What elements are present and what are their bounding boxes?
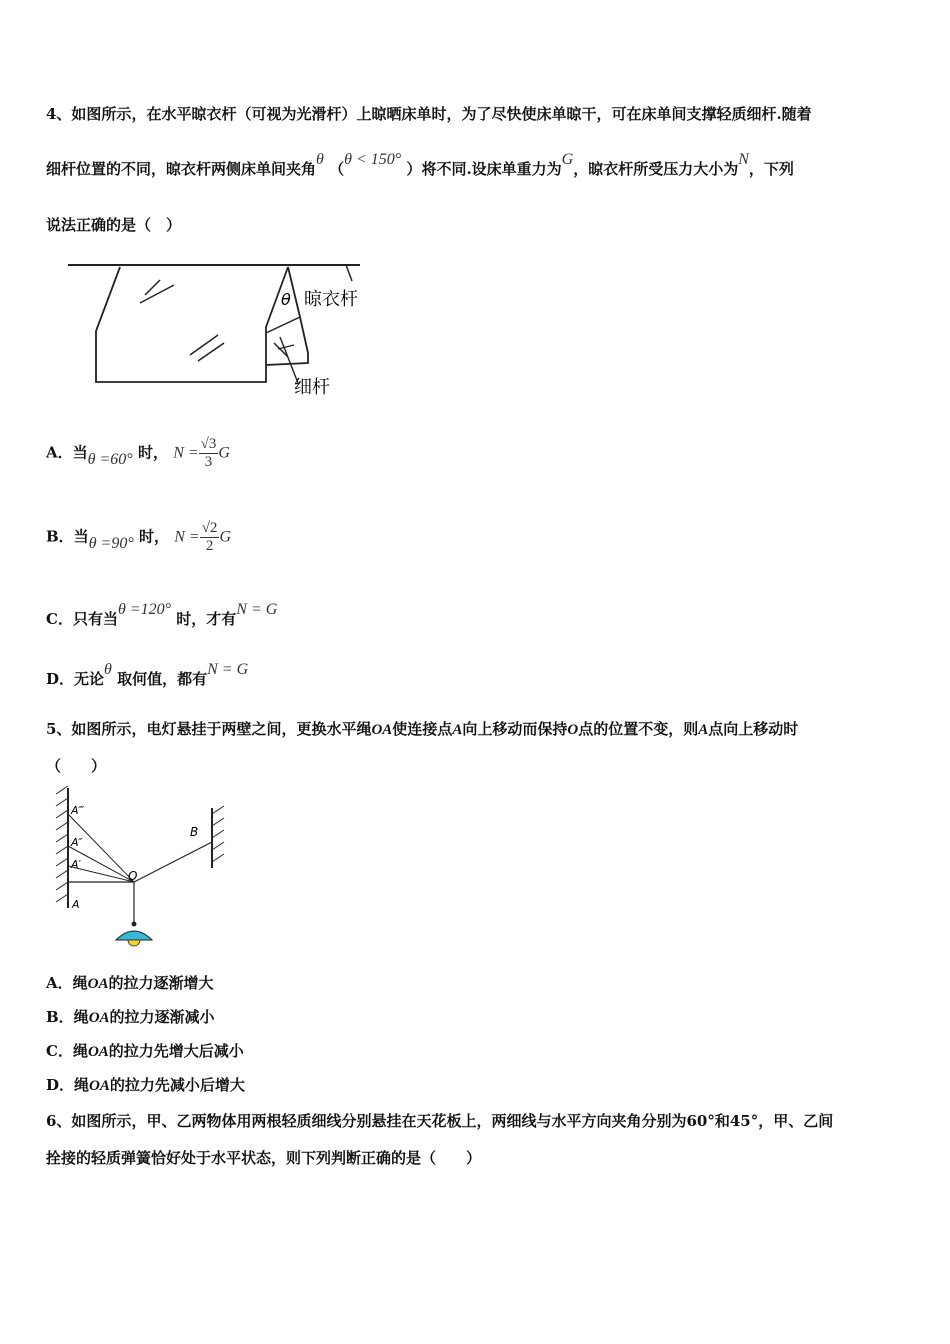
q5-option-c: C．绳OA的拉力先增大后减小 <box>46 1042 244 1060</box>
svg-text:A″: A″ <box>71 836 83 849</box>
q6-line2: 拴接的轻质弹簧恰好处于水平状态，则下列判断正确的是（ ） <box>46 1149 482 1167</box>
q4-line1: 4、如图所示，在水平晾衣杆（可视为光滑杆）上晾晒床单时，为了尽快使床单晾干，可在床单间支撑轻质细杆.随着 <box>46 105 812 123</box>
svg-text:A′: A′ <box>71 858 82 871</box>
q5-option-a: A．绳OA的拉力逐渐增大 <box>46 974 214 992</box>
fig-stick-label: 细杆 <box>294 377 330 398</box>
lamp-bulb <box>128 940 140 946</box>
normal-force-symbol: N <box>738 151 749 168</box>
q4-option-b: B．当θ =90° 时， N = $\frac{√2}{2}$ G <box>46 520 231 554</box>
fraction-sqrt2-over-2: $\frac{√2}{2}$ <box>201 520 218 554</box>
q4-line3: 说法正确的是（ ） <box>46 216 182 234</box>
angle-condition: θ < 150° <box>344 151 402 168</box>
fig-rod-label: 晾衣杆 <box>304 289 358 310</box>
gravity-symbol: G <box>561 151 574 168</box>
q5-option-b: B．绳OA的拉力逐渐减小 <box>46 1008 215 1026</box>
theta-symbol: θ <box>316 151 324 168</box>
q4-option-a: A．当θ =60° 时， N = $\frac{√3}{3}$ G <box>46 436 230 470</box>
lamp-shade <box>116 931 152 940</box>
q4-option-c: C．只有当θ =120° 时，才有N = G <box>46 601 278 628</box>
q6-line1: 6、如图所示，甲、乙两物体用两根轻质细线分别悬挂在天花板上，两细线与水平方向夹角分别为60°和45°，甲、乙间 <box>46 1112 834 1130</box>
svg-text:A‴: A‴ <box>71 804 85 817</box>
fig-theta-label: θ <box>281 290 291 309</box>
q4-line2: 细杆位置的不同，晾衣杆两侧床单间夹角θ （θ < 150° ）将不同.设床单重力为G，晾衣杆所受压力大小为N，下列 <box>46 151 794 178</box>
svg-text:A: A <box>72 898 80 911</box>
q5-line1: 5、如图所示，电灯悬挂于两壁之间，更换水平绳OA使连接点A向上移动而保持O点的位置不变，则A点向上移动时 <box>46 720 799 738</box>
q5-line2: （ ） <box>46 757 107 775</box>
lamp-figure <box>44 784 254 954</box>
q5-option-d: D．绳OA的拉力先减小后增大 <box>46 1076 245 1094</box>
q4-option-d: D．无论θ 取何值，都有N = G <box>46 661 249 688</box>
clothesline-figure <box>60 255 390 405</box>
fraction-sqrt3-over-3: $\frac{√3}{3}$ <box>200 436 217 470</box>
svg-text:O: O <box>128 869 138 883</box>
svg-text:B: B <box>190 825 199 839</box>
